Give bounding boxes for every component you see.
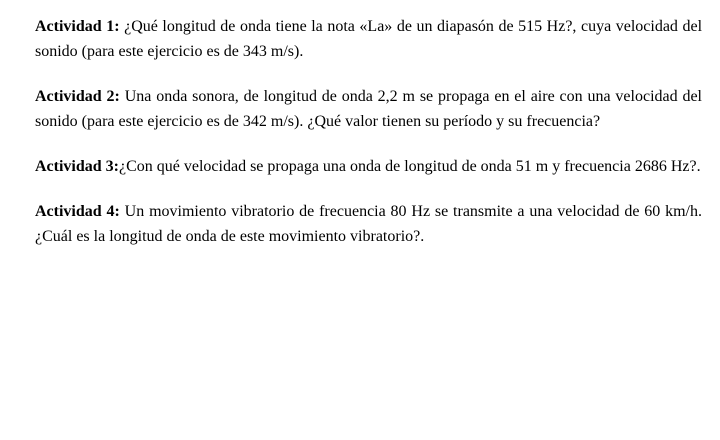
activity-3-text: ¿Con qué velocidad se propaga una onda de longitud de onda 51 m y frecuencia 2686 Hz?. <box>119 158 701 175</box>
activity-2 <box>35 84 702 134</box>
activity-1-text: ¿Qué longitud de onda tiene la nota «La» de un diapasón de 515 Hz?, cuya velocidad del sonido (para este ejercicio es de 343 m/s). <box>35 18 703 60</box>
activity-1-label: Actividad 1: <box>35 18 120 35</box>
activity-list <box>35 14 702 269</box>
activity-4 <box>35 199 702 249</box>
activity-1 <box>35 14 702 64</box>
activity-3 <box>35 154 702 179</box>
activity-4-label: Actividad 4: <box>35 203 120 220</box>
activity-2-label: Actividad 2: <box>35 88 120 105</box>
activity-4-text: Un movimiento vibratorio de frecuencia 80 Hz se transmite a una velocidad de 60 km/h. ¿Cuál es la longitud de onda de este movimiento vibratorio?. <box>35 203 702 245</box>
activity-3-label: Actividad 3: <box>35 158 119 175</box>
activity-2-text: Una onda sonora, de longitud de onda 2,2 m se propaga en el aire con una velocidad del sonido (para este ejercicio es de 342 m/s). ¿Qué valor tienen su período y su frecuencia? <box>35 88 703 130</box>
